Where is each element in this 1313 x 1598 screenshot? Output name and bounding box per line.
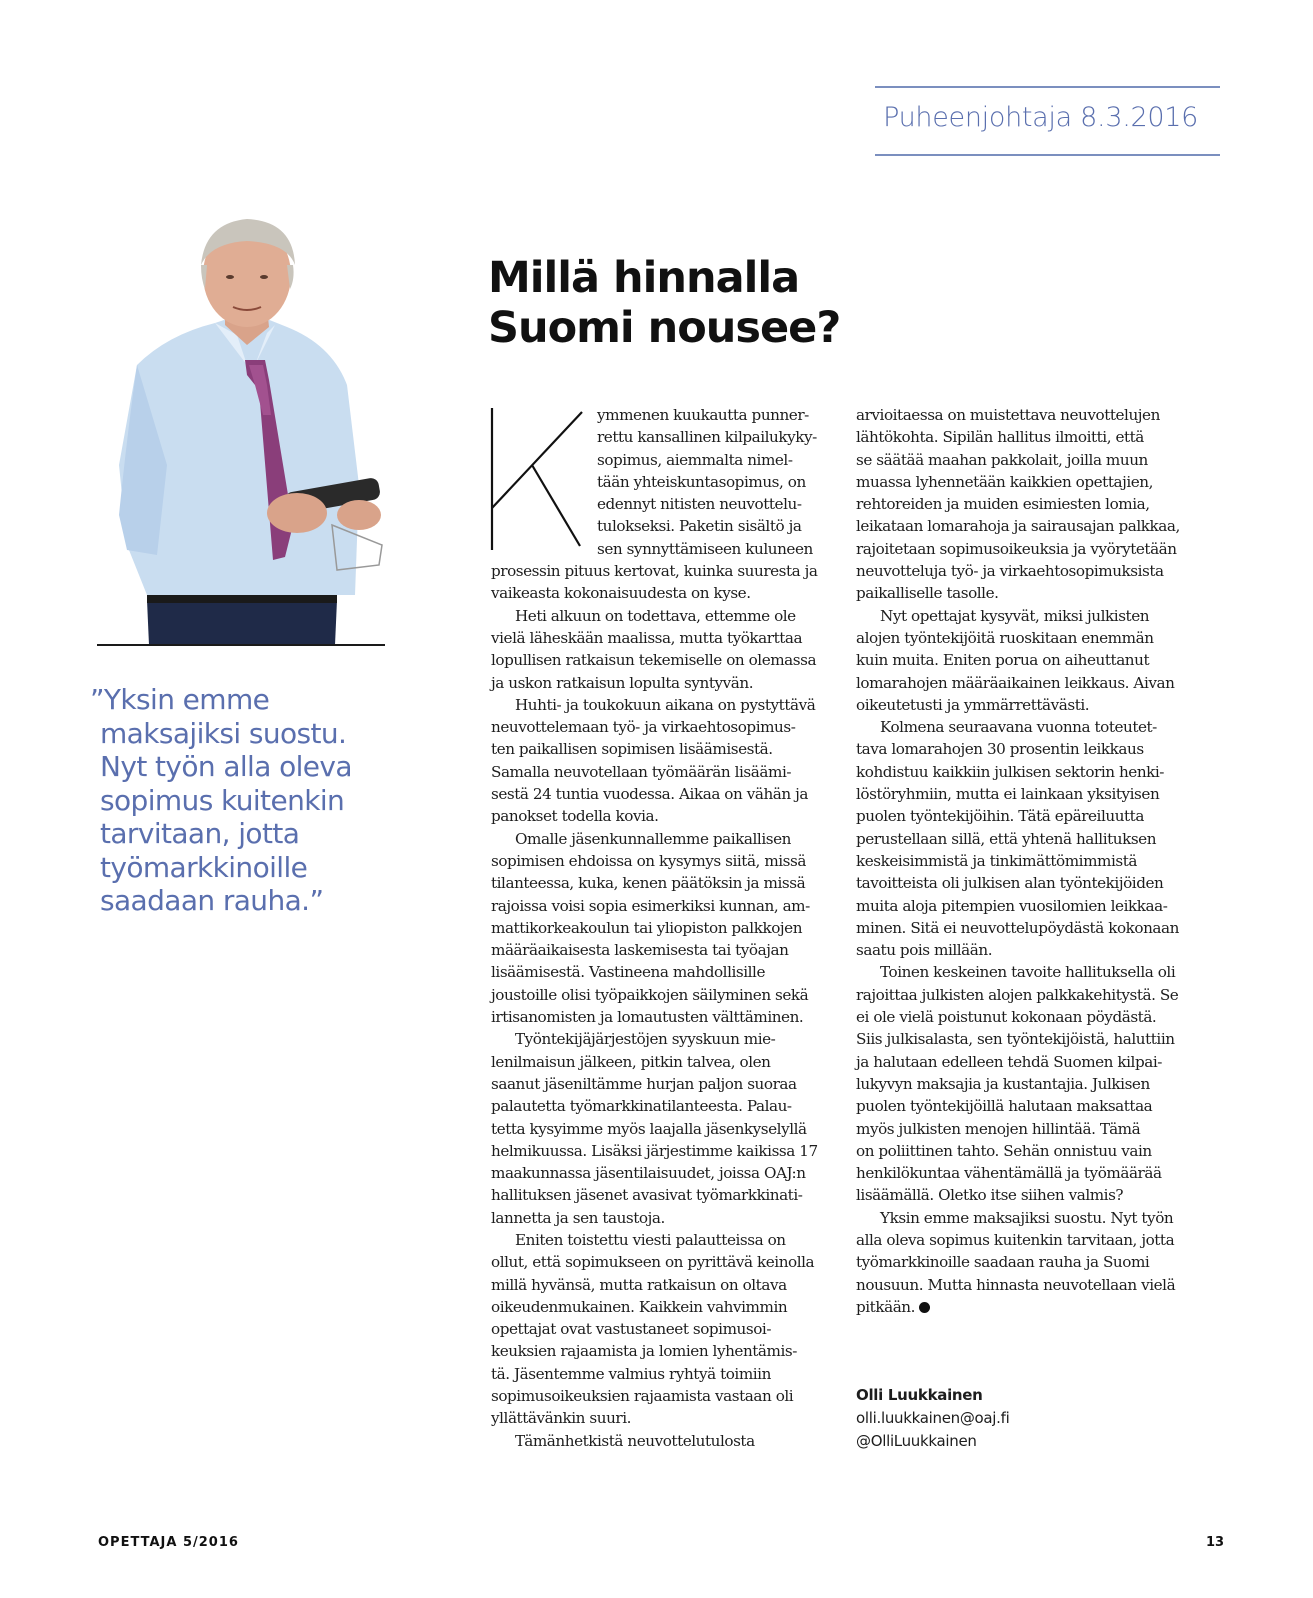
body-text-line: pitkään. — [856, 1296, 1201, 1318]
body-text-line: rajoittaa julkisten alojen palkkakehitystä. Se — [856, 985, 1179, 1004]
body-text-line: rajoissa voisi sopia esimerkiksi kunnan, am- — [491, 896, 810, 915]
body-text-line: hallituksen jäsenet avasivat työmarkkinati- — [491, 1186, 803, 1205]
body-text-line: lopullisen ratkaisun tekemiselle on olemassa — [491, 651, 817, 670]
body-text-line: Siis julkisalasta, sen työntekijöistä, haluttiin — [856, 1030, 1175, 1049]
body-text-line: neuvottelemaan työ- ja virkaehtosopimus- — [491, 718, 796, 737]
body-text-line: mattikorkeakoulun tai yliopiston palkkojen — [491, 918, 803, 937]
body-text-line: Heti alkuun on todettava, ettemme ole — [515, 606, 796, 625]
body-text-line: Työntekijäjärjestöjen syyskuun mie- — [515, 1030, 776, 1049]
article-title-line: Millä hinnalla — [488, 253, 800, 303]
body-text-line: lähtökohta. Sipilän hallitus ilmoitti, että — [856, 428, 1144, 447]
body-text-line: Yksin emme maksajiksi suostu. Nyt työn — [880, 1208, 1174, 1227]
body-text-line: ja halutaan edelleen tehdä Suomen kilpai- — [856, 1052, 1162, 1071]
body-text-line: ollut, että sopimukseen on pyrittävä keinolla — [491, 1253, 815, 1272]
body-text-line: tetta kysyimme myös laajalla jäsenkyselyllä — [491, 1119, 807, 1138]
pull-quote-line: tarvitaan, jotta — [100, 817, 300, 850]
body-text-line: edennyt nitisten neuvottelu- — [597, 495, 802, 514]
author-portrait — [97, 215, 387, 645]
body-text-line: Eniten toistettu viesti palautteissa on — [515, 1230, 786, 1249]
body-text-line: opettajat ovat vastustaneet sopimusoi- — [491, 1320, 771, 1339]
body-text-line: vaikeasta kokonaisuudesta on kyse. — [491, 584, 751, 603]
body-text-line: nousuun. Mutta hinnasta neuvotellaan vielä — [856, 1275, 1176, 1294]
body-text-line: alojen työntekijöitä ruoskitaan enemmän — [856, 628, 1154, 647]
section-header — [875, 86, 1220, 156]
body-text-line: kohdistuu kaikkiin julkisen sektorin henki- — [856, 762, 1164, 781]
body-text-line: tavoitteista oli julkisen alan työntekijöiden — [856, 874, 1164, 893]
article-column-1 — [491, 404, 836, 1452]
body-text-line: on poliittinen tahto. Sehän onnistuu vain — [856, 1141, 1152, 1160]
body-text-line: Omalle jäsenkunnallemme paikallisen — [515, 829, 791, 848]
photo-divider — [97, 644, 385, 646]
body-text-line: muassa lyhennetään kaikkien opettajien, — [856, 472, 1153, 491]
pull-quote — [90, 683, 380, 918]
body-text-line: Toinen keskeinen tavoite hallituksella oli — [880, 963, 1176, 982]
body-text-line: tä. Jäsentemme valmius ryhtyä toimiin — [491, 1364, 771, 1383]
body-text-line: leikataan lomarahoja ja sairausajan palkkaa, — [856, 517, 1180, 536]
body-text-line: oikeudenmukainen. Kaikkein vahvimmin — [491, 1297, 788, 1316]
body-text-line: rehtoreiden ja muiden esimiesten lomia, — [856, 495, 1150, 514]
body-text-line: sopimisen ehdoissa on kysymys siitä, missä — [491, 851, 806, 870]
body-text-line: puolen työntekijöihin. Tätä epäreiluutta — [856, 807, 1144, 826]
body-text-line: kuin muita. Eniten porua on aiheuttanut — [856, 651, 1150, 670]
body-text-line: lannetta ja sen taustoja. — [491, 1208, 665, 1227]
body-text-line: sestä 24 tuntia vuodessa. Aikaa on vähän ja — [491, 785, 808, 804]
body-text-line: paikalliselle tasolle. — [856, 584, 999, 603]
author-name: Olli Luukkainen — [856, 1386, 983, 1404]
body-text-line: Kolmena seuraavana vuonna toteutet- — [880, 718, 1157, 737]
body-text-line: sopimusoikeuksien rajaamista vastaan oli — [491, 1387, 794, 1406]
body-text-line: ja uskon ratkaisun lopulta syntyvän. — [491, 673, 754, 692]
body-text-line: keuksien rajaamista ja lomien lyhentämis- — [491, 1342, 797, 1361]
body-text-line: helmikuussa. Lisäksi järjestimme kaikissa 17 — [491, 1141, 818, 1160]
body-text-line: löstöryhmiin, mutta ei lainkaan yksityisen — [856, 785, 1160, 804]
body-text-line: saatu pois millään. — [856, 941, 993, 960]
body-text-line: maakunnassa jäsentilaisuudet, joissa OAJ:n — [491, 1164, 806, 1183]
body-text-line: lomarahojen määräaikainen leikkaus. Aivan — [856, 673, 1175, 692]
body-text-line: neuvotteluja työ- ja virkaehtosopimuksista — [856, 562, 1164, 581]
body-text-line: vielä läheskään maalissa, mutta työkarttaa — [491, 628, 803, 647]
body-text-line: Huhti- ja toukokuun aikana on pystyttävä — [515, 695, 816, 714]
author-signature — [856, 1384, 1010, 1453]
body-text-line: alla oleva sopimus kuitenkin tarvitaan, jotta — [856, 1230, 1175, 1249]
author-email[interactable]: olli.luukkainen@oaj.fi — [856, 1409, 1010, 1427]
body-text-line: palautetta työmarkkinatilanteesta. Palau- — [491, 1097, 792, 1116]
body-text-line: irtisanomisten ja lomautusten välttäminen. — [491, 1008, 804, 1027]
body-text-line: prosessin pituus kertovat, kuinka suuresta ja — [491, 562, 818, 581]
body-text-line: lukyvyn maksajia ja kustantajia. Julkisen — [856, 1074, 1150, 1093]
body-text-line: rajoitetaan sopimusoikeuksia ja vyörytetään — [856, 539, 1177, 558]
article-title-line: Suomi nousee? — [488, 303, 841, 353]
body-text-line: tava lomarahojen 30 prosentin leikkaus — [856, 740, 1144, 759]
page-number: 13 — [1206, 1535, 1225, 1550]
body-text-line: määräaikaisesta laskemisesta tai työajan — [491, 941, 789, 960]
pull-quote-line: sopimus kuitenkin — [100, 783, 345, 817]
body-text-line: lisäämisestä. Vastineena mahdollisille — [491, 963, 765, 982]
body-text-line: Nyt opettajat kysyvät, miksi julkisten — [880, 606, 1150, 625]
body-text-line: keskeisimmistä ja tinkimättömimmistä — [856, 851, 1137, 870]
body-text-line: saanut jäseniltämme hurjan paljon suoraa — [491, 1074, 797, 1093]
body-text-line: puolen työntekijöillä halutaan maksattaa — [856, 1097, 1153, 1116]
body-text-line: tään yhteiskuntasopimus, on — [597, 472, 806, 491]
body-text-line: minen. Sitä ei neuvottelupöydästä kokonaan — [856, 918, 1179, 937]
body-text-line: ei ole vielä poistunut kokonaan pöydästä. — [856, 1008, 1157, 1027]
article-column-2 — [856, 404, 1201, 1318]
body-text-line: lenilmaisun jälkeen, pitkin talvea, olen — [491, 1052, 771, 1071]
pull-quote-line: työmarkkinoille — [100, 850, 308, 884]
body-text-line: panokset todella kovia. — [491, 807, 659, 826]
author-twitter[interactable]: @OlliLuukkainen — [856, 1432, 977, 1450]
body-text-line: työmarkkinoille saadaan rauha ja Suomi — [856, 1253, 1150, 1272]
body-text-line: millä hyvänsä, mutta ratkaisun on oltava — [491, 1275, 787, 1294]
body-text-line: lisäämällä. Oletko itse siihen valmis? — [856, 1186, 1124, 1205]
article-title — [488, 253, 840, 353]
body-text-line: sen synnyttämiseen kuluneen — [597, 539, 813, 558]
end-mark-icon — [919, 1302, 930, 1313]
body-text-line: oikeutetusti ja ymmärrettävästi. — [856, 695, 1090, 714]
body-text-line: Samalla neuvotellaan työmäärän lisäämi- — [491, 762, 792, 781]
body-text-line: joustoille olisi työpaikkojen säilyminen sekä — [491, 985, 809, 1004]
body-text-line: muita aloja pitempien vuosilomien leikkaa- — [856, 896, 1168, 915]
body-text-line: ymmenen kuukautta punner- — [597, 406, 809, 424]
body-text-line: se säätää maahan pakkolait, joilla muun — [856, 450, 1148, 469]
publication-footer: OPETTAJA 5/2016 — [98, 1535, 239, 1550]
body-text-line: Tämänhetkistä neuvottelutulosta — [515, 1431, 755, 1450]
body-text-line: ten paikallisen sopimisen lisäämisestä. — [491, 740, 773, 759]
section-label: Puheenjohtaja 8.3.2016 — [883, 102, 1198, 133]
pull-quote-line: Nyt työn alla oleva — [100, 750, 352, 783]
body-text-line: rettu kansallinen kilpailukyky- — [597, 428, 817, 447]
body-text-line: perustellaan sillä, että yhtenä hallituksen — [856, 829, 1157, 848]
pull-quote-line: ”Yksin emme — [90, 683, 270, 716]
body-text-line: sopimus, aiemmalta nimel- — [597, 450, 793, 469]
body-text-line: yllättävänkin suuri. — [491, 1409, 631, 1428]
pull-quote-line: saadaan rauha.” — [100, 884, 324, 917]
body-text-line: henkilökuntaa vähentämällä ja työmäärää — [856, 1164, 1162, 1183]
body-text-line: tulokseksi. Paketin sisältö ja — [597, 517, 802, 536]
body-text-line: myös julkisten menojen hillintää. Tämä — [856, 1119, 1141, 1138]
pull-quote-line: maksajiksi suostu. — [100, 716, 347, 750]
body-text-line: tilanteessa, kuka, kenen päätöksin ja missä — [491, 874, 806, 893]
body-text-line: arvioitaessa on muistettava neuvottelujen — [856, 406, 1160, 424]
